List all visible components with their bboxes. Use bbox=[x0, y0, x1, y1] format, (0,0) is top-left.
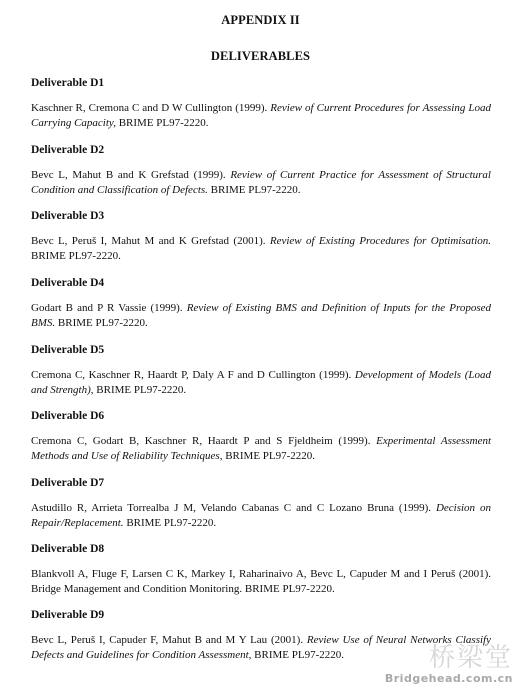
reference-tail: , BRIME PL97-2220. bbox=[219, 450, 316, 462]
reference-tail: BRIME PL97-2220. bbox=[55, 317, 148, 329]
deliverable-d3 bbox=[31, 209, 491, 264]
deliverable-heading: Deliverable D4 bbox=[31, 277, 105, 289]
watermark-logo: 桥梁堂 bbox=[428, 643, 513, 673]
reference-authors: Blankvoll A, Fluge F, Larsen C K, Markey I, Raharinaivo A, Bevc L, Capuder M and I Peruš (2001). Bridge Management and Condition Monitoring. BRIME PL97-2220. bbox=[31, 568, 491, 595]
deliverable-d8 bbox=[31, 542, 491, 597]
deliverable-reference bbox=[31, 234, 491, 264]
deliverable-heading: Deliverable D7 bbox=[31, 477, 105, 489]
reference-work-title: Review Use of Neural Networks Classify Defects and Guidelines for Condition Assessment, bbox=[31, 634, 491, 661]
deliverable-d6 bbox=[31, 409, 491, 464]
deliverable-reference bbox=[31, 101, 491, 131]
deliverable-d9 bbox=[31, 608, 491, 663]
reference-authors: Astudillo R, Arrieta Torrealba J M, Velando Cabanas C and C Lozano Bruna (1999). bbox=[31, 502, 436, 514]
deliverable-heading: Deliverable D3 bbox=[31, 210, 105, 222]
deliverable-heading: Deliverable D2 bbox=[31, 144, 105, 156]
deliverable-reference bbox=[31, 434, 491, 464]
deliverable-heading: Deliverable D6 bbox=[31, 410, 105, 422]
deliverable-heading: Deliverable D1 bbox=[31, 77, 105, 89]
reference-work-title: Review of Existing BMS and Definition of Inputs for the Proposed BMS. bbox=[31, 302, 491, 329]
reference-authors: Bevc L, Peruš I, Capuder F, Mahut B and M Y Lau (2001). bbox=[31, 634, 307, 646]
reference-authors: Bevc L, Mahut B and K Grefstad (1999). bbox=[31, 169, 231, 181]
deliverable-heading: Deliverable D8 bbox=[31, 543, 105, 555]
reference-authors: Godart B and P R Vassie (1999). bbox=[31, 302, 187, 314]
watermark-url: Bridgehead.com.cn bbox=[384, 672, 513, 685]
deliverable-reference bbox=[31, 368, 491, 398]
deliverable-heading: Deliverable D5 bbox=[31, 344, 105, 356]
deliverable-reference bbox=[31, 301, 491, 331]
deliverable-reference bbox=[31, 168, 491, 198]
reference-tail: BRIME PL97-2220. bbox=[207, 184, 301, 196]
reference-authors: Cremona C, Kaschner R, Haardt P, Daly A F and D Cullington (1999). bbox=[31, 369, 355, 381]
deliverable-d5 bbox=[31, 343, 491, 398]
deliverable-reference bbox=[31, 633, 491, 663]
reference-work-title: Decision on Repair/Replacement. bbox=[31, 502, 491, 529]
reference-authors: Cremona C, Godart B, Kaschner R, Haardt P and S Fjeldheim (1999). bbox=[31, 435, 377, 447]
deliverable-d4 bbox=[31, 276, 491, 331]
reference-authors: Kaschner R, Cremona C and D W Cullington (1999). bbox=[31, 102, 271, 114]
deliverable-d2 bbox=[31, 143, 491, 198]
deliverable-d1 bbox=[31, 76, 491, 131]
deliverable-reference bbox=[31, 567, 491, 597]
reference-work-title: Development of Models (Load and Strength) bbox=[31, 369, 491, 396]
reference-tail: , BRIME PL97-2220. bbox=[90, 384, 187, 396]
appendix-title: APPENDIX II bbox=[221, 13, 300, 27]
section-title: DELIVERABLES bbox=[210, 49, 311, 63]
reference-work-title: Review of Current Practice for Assessment of Structural Condition and Classification of Defects. bbox=[31, 169, 491, 196]
deliverable-heading: Deliverable D9 bbox=[31, 609, 105, 621]
reference-tail: BRIME PL97-2220. bbox=[115, 117, 209, 129]
reference-work-title: Review of Current Procedures for Assessing Load Carrying Capacity, bbox=[31, 102, 491, 129]
deliverable-reference bbox=[31, 501, 491, 531]
deliverable-d7 bbox=[31, 476, 491, 531]
reference-tail: BRIME PL97-2220. bbox=[31, 250, 121, 262]
reference-tail: BRIME PL97-2220. bbox=[123, 517, 217, 529]
reference-work-title: Experimental Assessment Methods and Use of Reliability Techniques bbox=[31, 435, 492, 462]
reference-tail: BRIME PL97-2220. bbox=[251, 649, 344, 661]
reference-work-title: Review of Existing Procedures for Optimisation. bbox=[269, 235, 492, 247]
reference-authors: Bevc L, Peruš I, Mahut M and K Grefstad (2001). bbox=[31, 235, 270, 247]
